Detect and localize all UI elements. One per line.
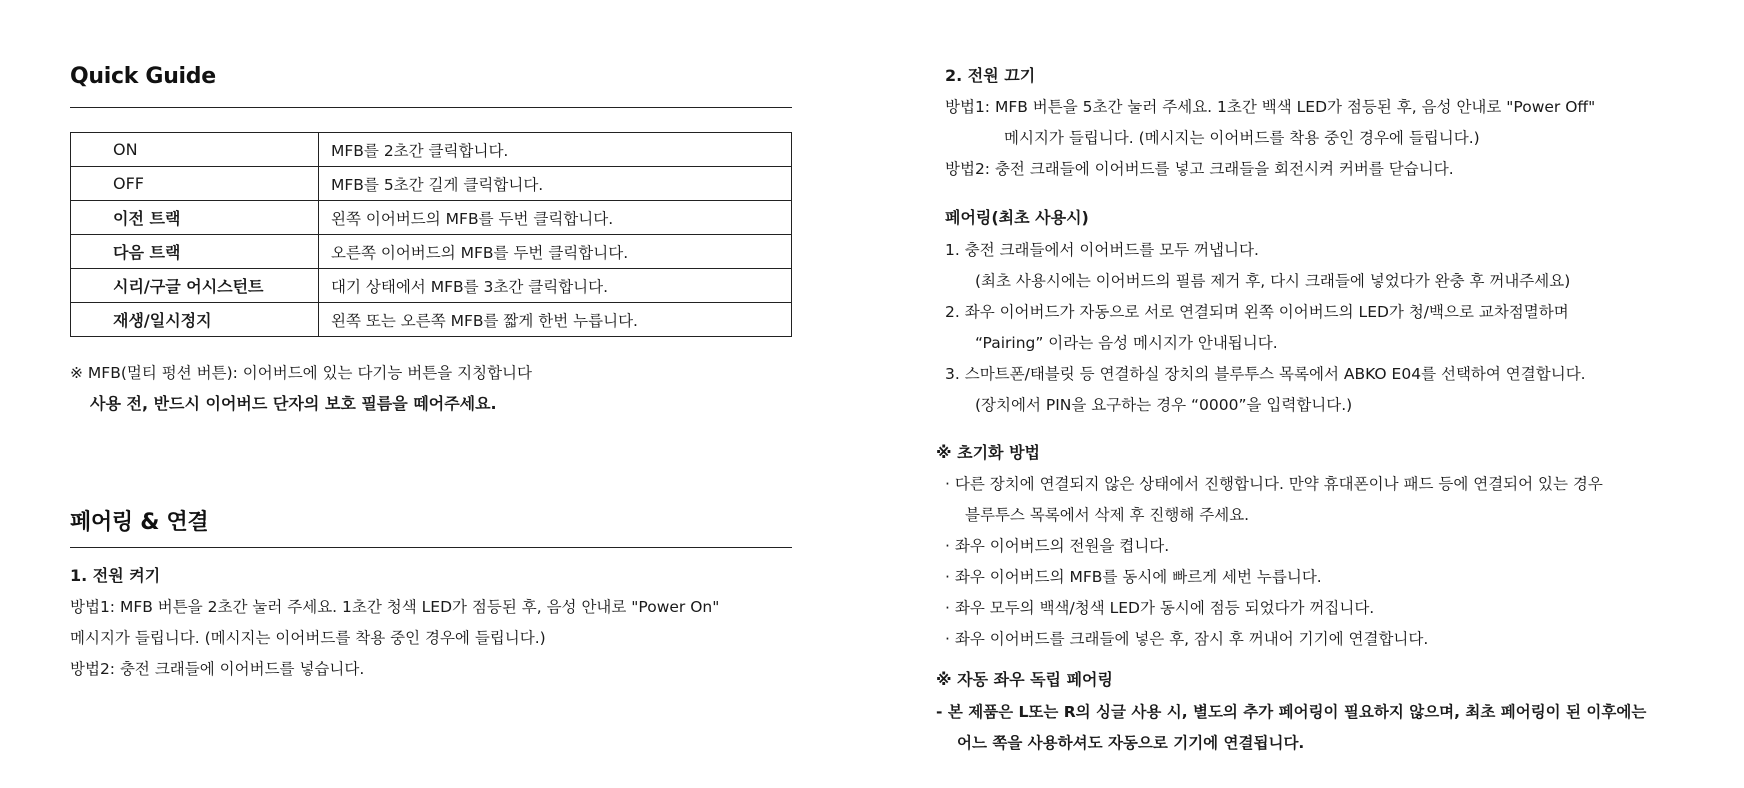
power-on-line: 메시지가 들립니다. (메시지는 이어버드를 착용 중인 경우에 들립니다.) xyxy=(70,629,546,647)
divider xyxy=(70,107,792,108)
table-row xyxy=(71,235,792,269)
table-row xyxy=(71,303,792,337)
table-key: 다음 트랙 xyxy=(71,235,319,269)
table-key: 재생/일시정지 xyxy=(71,303,319,337)
reset-line: · 좌우 이어버드의 MFB를 동시에 빠르게 세번 누릅니다. xyxy=(945,568,1322,586)
auto-pairing-title: ※ 자동 좌우 독립 페어링 xyxy=(936,670,1113,689)
right-column xyxy=(936,0,1735,788)
table-value: 오른쪽 이어버드의 MFB를 두번 클릭합니다. xyxy=(319,235,792,269)
table-key: 이전 트랙 xyxy=(71,201,319,235)
power-off-line: 방법1: MFB 버튼을 5초간 눌러 주세요. 1초간 백색 LED가 점등된 후, 음성 안내로 "Power Off" xyxy=(945,98,1596,116)
quick-guide-title: Quick Guide xyxy=(70,64,216,89)
power-off-line: 방법2: 충전 크래들에 이어버드를 넣고 크래들을 회전시켜 커버를 닫습니다. xyxy=(945,160,1454,178)
power-on-line: 방법2: 충전 크래들에 이어버드를 넣습니다. xyxy=(70,660,365,678)
power-off-line: 메시지가 들립니다. (메시지는 이어버드를 착용 중인 경우에 들립니다.) xyxy=(1004,129,1480,147)
table-key: OFF xyxy=(71,167,319,201)
pairing-title: 페어링 & 연결 xyxy=(70,510,209,535)
reset-line: 블루투스 목록에서 삭제 후 진행해 주세요. xyxy=(965,506,1250,524)
table-row xyxy=(71,201,792,235)
table-value: MFB를 5초간 길게 클릭합니다. xyxy=(319,167,792,201)
film-warning: 사용 전, 반드시 이어버드 단자의 보호 필름을 떼어주세요. xyxy=(90,394,497,413)
power-on-line: 방법1: MFB 버튼을 2초간 눌러 주세요. 1초간 청색 LED가 점등된 후, 음성 안내로 "Power On" xyxy=(70,598,720,616)
pairing-step: 1. 충전 크래들에서 이어버드를 모두 꺼냅니다. xyxy=(945,241,1259,259)
reset-line: · 다른 장치에 연결되지 않은 상태에서 진행합니다. 만약 휴대폰이나 패드 등에 연결되어 있는 경우 xyxy=(945,475,1603,493)
table-value: 왼쪽 또는 오른쪽 MFB를 짧게 한번 누릅니다. xyxy=(319,303,792,337)
mfb-note: ※ MFB(멀티 펑션 버튼): 이어버드에 있는 다기능 버튼을 지칭합니다 xyxy=(70,364,532,382)
pairing-step: 3. 스마트폰/태블릿 등 연결하실 장치의 블루투스 목록에서 ABKO E04를 선택하여 연결합니다. xyxy=(945,365,1586,383)
pairing-step: “Pairing” 이라는 음성 메시지가 안내됩니다. xyxy=(975,334,1278,352)
table-key: ON xyxy=(71,133,319,167)
reset-title: ※ 초기화 방법 xyxy=(936,443,1040,462)
pairing-first-title: 페어링(최초 사용시) xyxy=(945,208,1089,227)
auto-pairing-line: - 본 제품은 L또는 R의 싱글 사용 시, 별도의 추가 페어링이 필요하지 않으며, 최초 페어링이 된 이후에는 xyxy=(936,703,1647,721)
power-on-title: 1. 전원 켜기 xyxy=(70,566,161,585)
pairing-step: 2. 좌우 이어버드가 자동으로 서로 연결되며 왼쪽 이어버드의 LED가 청/백으로 교차점멸하며 xyxy=(945,303,1569,321)
reset-line: · 좌우 이어버드의 전원을 켭니다. xyxy=(945,537,1170,555)
table-row xyxy=(71,269,792,303)
reset-line: · 좌우 이어버드를 크래들에 넣은 후, 잠시 후 꺼내어 기기에 연결합니다. xyxy=(945,630,1429,648)
quick-guide-table xyxy=(70,132,792,337)
divider xyxy=(70,547,792,548)
power-off-title: 2. 전원 끄기 xyxy=(945,66,1036,85)
table-value: 왼쪽 이어버드의 MFB를 두번 클릭합니다. xyxy=(319,201,792,235)
pairing-step: (장치에서 PIN을 요구하는 경우 “0000”을 입력합니다.) xyxy=(975,396,1353,414)
table-value: 대기 상태에서 MFB를 3초간 클릭합니다. xyxy=(319,269,792,303)
table-value: MFB를 2초간 클릭합니다. xyxy=(319,133,792,167)
reset-line: · 좌우 모두의 백색/청색 LED가 동시에 점등 되었다가 꺼집니다. xyxy=(945,599,1375,617)
table-key: 시리/구글 어시스턴트 xyxy=(71,269,319,303)
auto-pairing-line: 어느 쪽을 사용하셔도 자동으로 기기에 연결됩니다. xyxy=(957,734,1305,752)
left-column xyxy=(70,0,792,788)
table-row xyxy=(71,167,792,201)
table-row xyxy=(71,133,792,167)
pairing-step: (최초 사용시에는 이어버드의 필름 제거 후, 다시 크래들에 넣었다가 완충 후 꺼내주세요) xyxy=(975,272,1571,290)
